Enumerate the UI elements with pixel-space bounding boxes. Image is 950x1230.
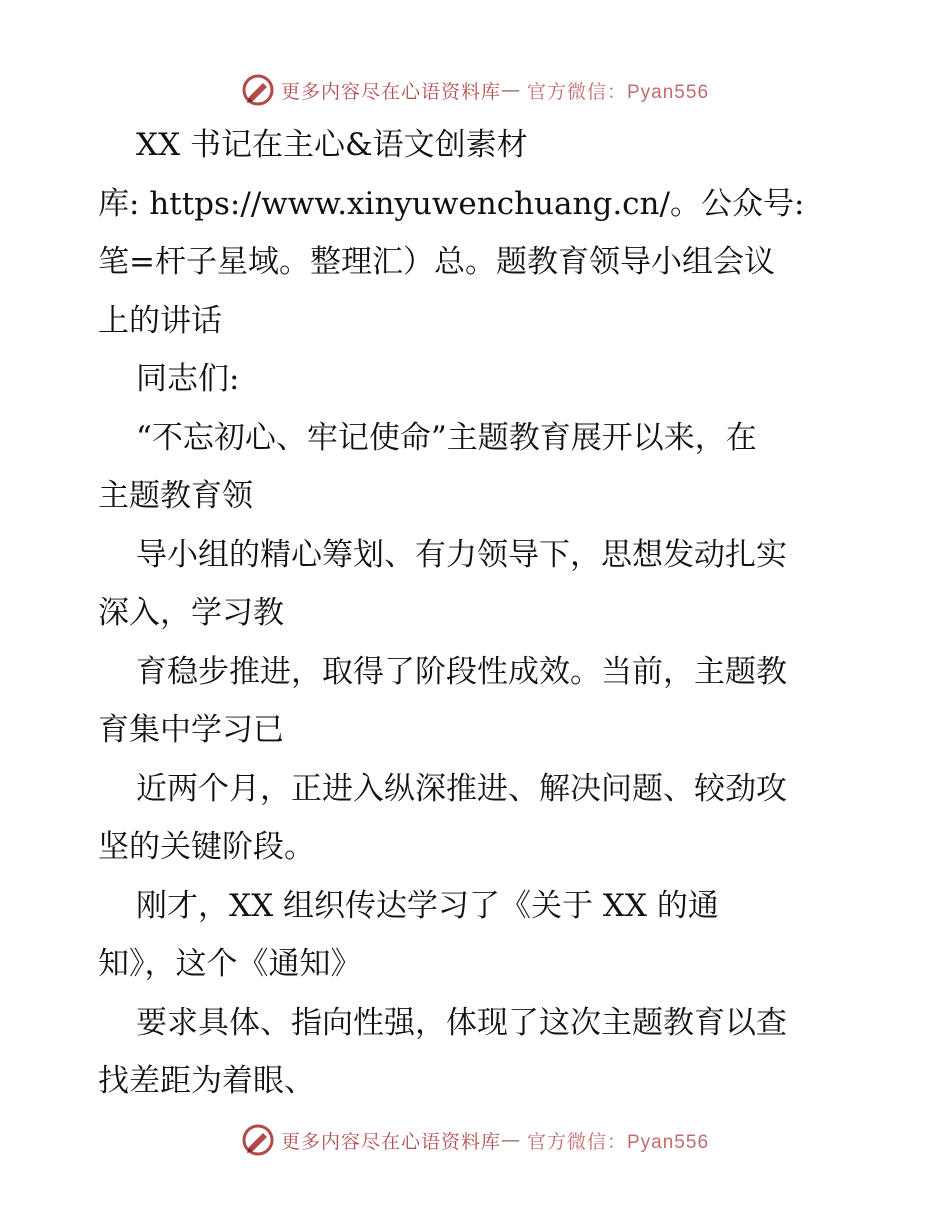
footer-banner [0,1120,950,1160]
body-line: “不忘初心、牢记使命”主题教育展开以来，在 [136,419,757,456]
body-line: 笔=杆子星域。整理汇）总。题教育领导小组会议 [98,244,775,280]
body-line: 育稳步推进，取得了阶段性成效。当前，主题教 [136,653,787,690]
body-line: 上的讲话 [98,302,222,339]
pen-logo-icon [241,73,275,107]
body-line: 育集中学习已 [98,712,284,748]
body-line: 刚才，XX 组织传达学习了《关于 XX 的通 [136,887,719,924]
body-line: 同志们: [136,361,240,397]
body-line: 近两个月，正进入纵深推进、解决问题、较劲攻 [136,770,787,807]
body-line: 找差距为着眼、 [98,1063,315,1099]
header-banner [0,70,950,110]
body-line: 导小组的精心筹划、有力领导下，思想发动扎实 [136,536,787,573]
body-line: XX 书记在主心&语文创素材 [136,127,528,163]
body-line: 深入，学习教 [98,595,284,631]
body-line: 要求具体、指向性强，体现了这次主题教育以查 [136,1004,787,1041]
body-line: 库: https://www.xinyuwenchuang.cn/。公众号: [98,185,805,222]
footer-banner-separator: — [501,1129,521,1151]
footer-banner-text: 更多内容尽在心语资料库 [280,1130,501,1153]
footer-banner-contact: 官方微信：Pyan556 [527,1131,710,1153]
body-line: 知》，这个《通知》 [98,946,362,982]
document-body [98,116,858,1111]
body-line: 坚的关键阶段。 [98,829,315,865]
pen-logo-icon [241,1123,275,1157]
header-banner-text: 更多内容尽在心语资料库 [280,80,501,103]
header-banner-contact: 官方微信：Pyan556 [527,81,710,103]
header-banner-separator: — [501,79,521,101]
body-line: 主题教育领 [98,478,253,514]
